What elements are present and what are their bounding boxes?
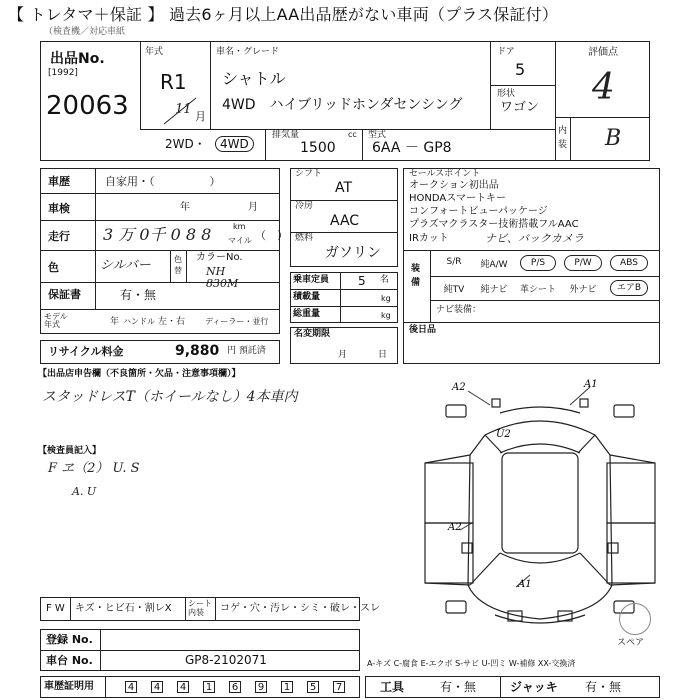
- shape-label: 形状: [497, 89, 516, 99]
- damage-mark-a1-rear: A1: [518, 579, 532, 590]
- lot-number: 20063: [46, 91, 129, 121]
- fuel-label: 燃料: [295, 233, 314, 243]
- gross-label: 総重量: [293, 309, 321, 319]
- equip-label: 装備: [411, 264, 421, 288]
- cert-digit: 7: [333, 681, 345, 693]
- after-label: 後日品: [409, 325, 437, 335]
- name-label: 車名・グレード: [216, 47, 280, 57]
- damage-mark-a2-side: A2: [448, 522, 462, 533]
- month-slash: [160, 96, 200, 126]
- damage-mark-u2: U2: [496, 429, 511, 440]
- tool-label: 工具: [380, 680, 405, 694]
- equip-sunroof: S/R: [446, 257, 462, 267]
- notes-handwritten: スタッドレスT（ホイールなし）4本車内: [42, 389, 298, 405]
- damage-mark-a2-top: A2: [452, 382, 466, 393]
- drive-selected: 4WD: [215, 136, 254, 152]
- inspector-handwritten-2: A. U: [72, 485, 97, 498]
- reg-change-label: 名変期限: [294, 329, 331, 339]
- equip-power-steering: P/S: [520, 255, 556, 271]
- car-name: シャトル: [222, 69, 286, 88]
- cert-digit: 5: [307, 681, 319, 693]
- capacity-label: 乗車定員: [293, 275, 330, 285]
- page-banner: 【 トレタマ＋保証 】 過去6ヶ月以上AA出品歴がない車両（プラス保証付）: [8, 5, 559, 24]
- cert-digit: 4: [125, 681, 137, 693]
- warranty-value: 有・無: [120, 288, 157, 302]
- sales-point-2: コンフォートビューパッケージ: [409, 206, 548, 217]
- mileage-paren: （ ）: [255, 229, 288, 242]
- seat-items: コゲ・穴・汚レ・シミ・破レ・スレ: [220, 603, 380, 614]
- doors-label: ドア: [497, 47, 515, 57]
- color-no-value: NH 830M: [206, 265, 239, 290]
- lot-small-number: [1992]: [48, 68, 78, 78]
- color-value: シルバー: [100, 258, 151, 273]
- cert-label: 車歴証明用: [44, 681, 94, 692]
- equip-aftermarket-nav: 外ナビ: [569, 285, 597, 295]
- mileage-label: 走行: [48, 230, 70, 243]
- equip-power-window: P/W: [564, 255, 602, 271]
- displacement-unit: cc: [348, 130, 357, 139]
- score-value: 4: [592, 67, 615, 108]
- displacement-value: 1500: [300, 140, 336, 156]
- interior-label: 内装: [558, 126, 568, 150]
- handle-label: ハンドル: [123, 317, 155, 326]
- reg-change-month: 月: [338, 350, 348, 360]
- color-change-label: 色替: [174, 255, 182, 275]
- fw-label: F W: [46, 603, 65, 614]
- year-label: 年式: [145, 47, 164, 57]
- equip-genuine-nav: 純ナビ: [480, 285, 508, 295]
- dealer-label: ディーラー・並行: [205, 317, 269, 326]
- sales-handwritten: ナビ、バックカメラ: [485, 232, 584, 245]
- fuel-value: ガソリン: [325, 245, 381, 261]
- recycle-value: 9,880: [175, 343, 220, 359]
- equip-airbag: エアB: [610, 280, 648, 296]
- inspector-label: 【検査員記入】: [38, 446, 102, 456]
- jack-value: 有・無: [585, 680, 622, 694]
- shift-label: シフト: [295, 169, 323, 179]
- mileage-unit-km: km: [233, 222, 246, 231]
- nav-type-label: ナビ装備：: [436, 305, 482, 315]
- color-no-label: カラーNo.: [196, 252, 243, 263]
- tool-value: 有・無: [440, 680, 477, 694]
- color-label: 色: [48, 261, 59, 274]
- equip-tv: 純TV: [443, 285, 465, 295]
- cert-digit: 1: [203, 681, 215, 693]
- cert-digit: 9: [255, 681, 267, 693]
- cert-digit: 6: [229, 681, 241, 693]
- model-year-unit: 年: [110, 317, 120, 327]
- score-label: 評価点: [588, 47, 618, 58]
- grade: 4WD ハイブリッドホンダセンシング: [222, 97, 463, 113]
- shape-value: ワゴン: [500, 100, 540, 115]
- month-value: 11: [175, 102, 192, 117]
- cert-digit: 1: [281, 681, 293, 693]
- chassis-value: GP8-2102071: [185, 653, 267, 667]
- inspection-month: 月: [248, 202, 258, 213]
- notes-label: 【出品店申告欄（不良箇所・欠品・注意事項欄）】: [38, 369, 241, 379]
- history-value: 自家用・（ ）: [105, 175, 221, 188]
- fw-items: キズ・ヒビ石・割レX: [75, 603, 172, 614]
- month-suffix: 月: [195, 110, 206, 123]
- inspection-label: 車検: [48, 202, 70, 215]
- equip-abs: ABS: [610, 255, 648, 271]
- equip-alloy-wheel: 純A/W: [480, 260, 508, 270]
- load-unit: kg: [381, 294, 391, 303]
- sales-label: セールスポイント: [409, 169, 481, 179]
- ac-value: AAC: [330, 213, 360, 229]
- lot-label: 出品No.: [50, 51, 105, 67]
- equip-leather-seat: 革シート: [519, 285, 556, 295]
- recycle-unit: 円 預託済: [227, 346, 266, 356]
- damage-legend: A-キズ C-腐食 E-エクボ S-サビ U-凹ミ W-補修 XX-交換済: [367, 659, 576, 668]
- interior-value: B: [605, 126, 622, 151]
- handle-value: 左・右: [158, 317, 186, 327]
- shift-value: AT: [335, 180, 353, 196]
- mileage-value: 3 万 0千 0 8 8: [103, 225, 212, 244]
- faded-header: （検査機／対応車紙: [44, 27, 126, 37]
- gross-unit: kg: [381, 311, 391, 320]
- capacity-value: 5: [358, 274, 366, 288]
- inspector-handwritten-1: F ヱ（2） U. S: [48, 461, 140, 476]
- year-value: R1: [160, 70, 187, 94]
- cert-digit: 4: [151, 681, 163, 693]
- damage-mark-a1-top: A1: [584, 379, 598, 390]
- spare-tire-icon: [619, 603, 651, 635]
- jack-label: ジャッキ: [510, 680, 558, 694]
- ac-label: 冷房: [295, 201, 314, 211]
- model-value: 6AA － GP8: [372, 140, 452, 156]
- spare-label: スペア: [617, 638, 645, 648]
- capacity-unit: 名: [380, 275, 390, 285]
- sales-point-3: プラズマクラスター技術搭載フルAAC: [409, 219, 579, 230]
- history-label: 車歴: [48, 175, 70, 188]
- sales-point-1: HONDAスマートキー: [409, 193, 507, 204]
- mileage-unit-mile: マイル: [228, 236, 252, 245]
- sales-point-0: オークション初出品: [409, 180, 499, 191]
- doors-value: 5: [515, 60, 526, 79]
- sales-point-4: IRカット: [409, 233, 449, 244]
- model-year-label: モデル年式: [44, 312, 68, 329]
- inspection-year: 年: [180, 202, 190, 213]
- warranty-label: 保証書: [48, 288, 81, 301]
- chassis-label: 車台 No.: [46, 654, 93, 667]
- recycle-label: リサイクル料金: [48, 345, 124, 358]
- drive-options: 2WD・: [165, 137, 206, 151]
- reg-no-label: 登録 No.: [46, 633, 93, 646]
- model-label: 型式: [368, 130, 387, 140]
- reg-change-day: 日: [378, 350, 388, 360]
- displacement-label: 排気量: [272, 130, 300, 140]
- seat-label: シート内装: [188, 599, 212, 617]
- load-label: 積載量: [293, 292, 321, 302]
- cert-digit: 4: [177, 681, 189, 693]
